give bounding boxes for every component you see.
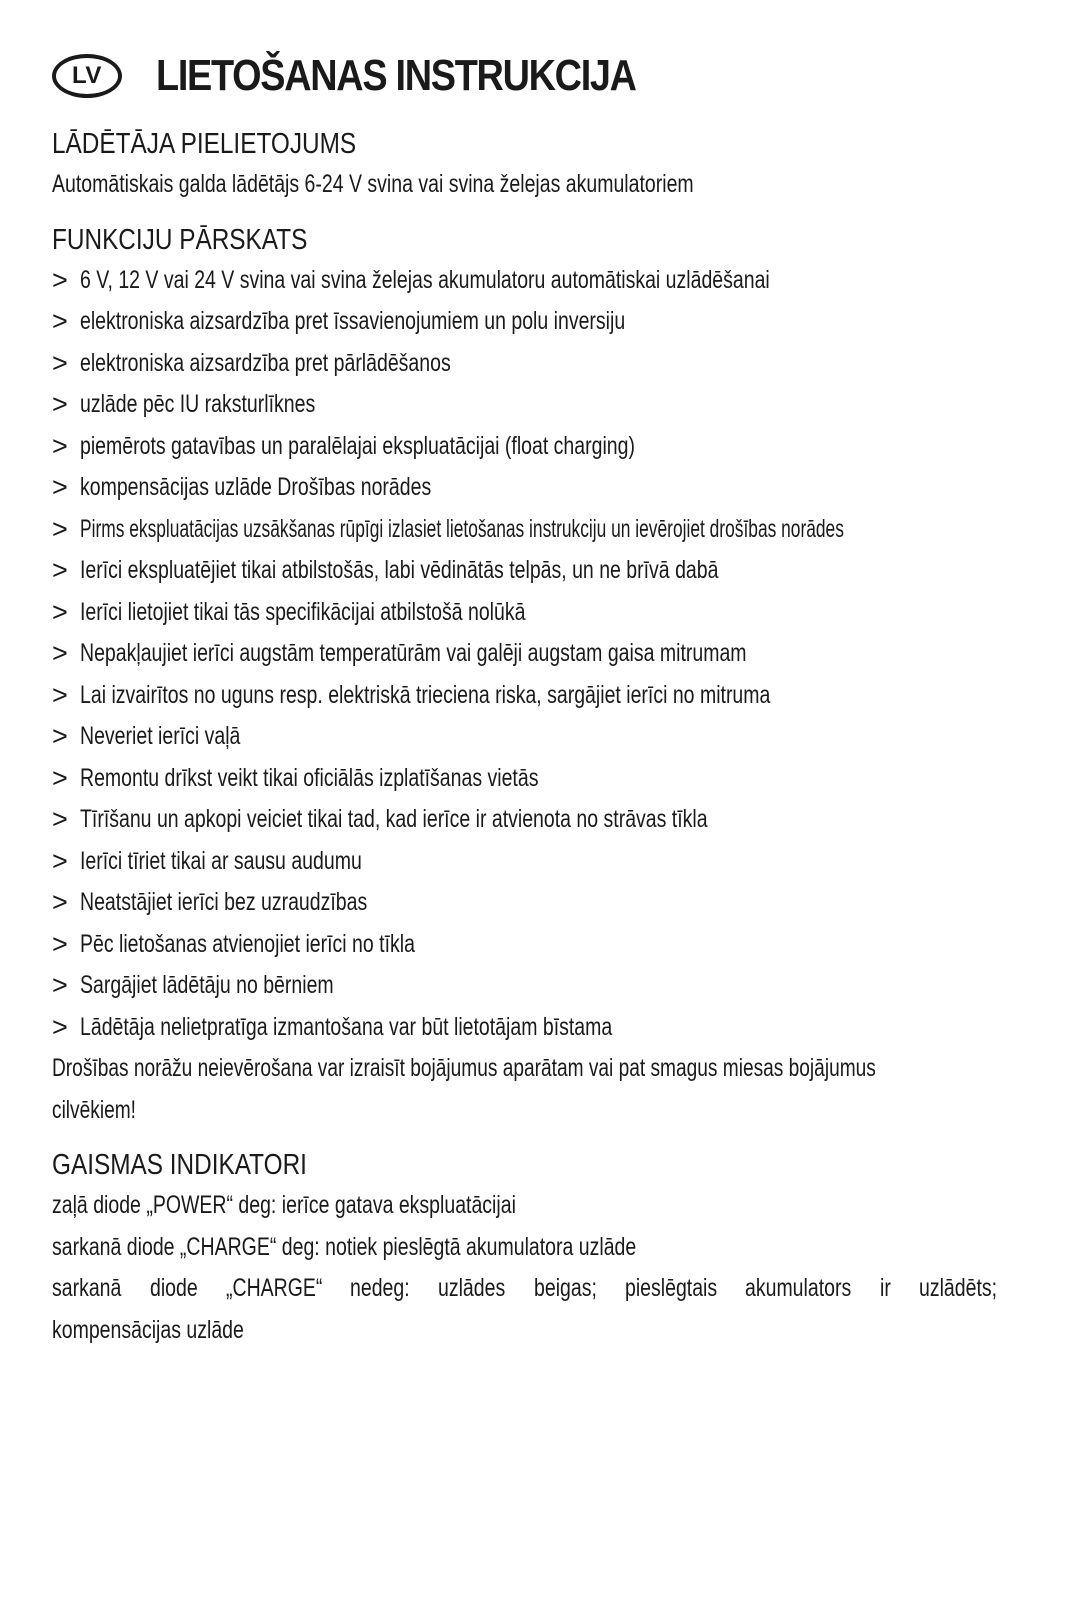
list-item-text: Lādētāja nelietpratīga izmantošana var būt lietotājam bīstama: [80, 1012, 613, 1041]
bullet-marker: >: [52, 1011, 68, 1042]
list-item: [52, 758, 997, 800]
bullet-marker: >: [52, 306, 68, 336]
usage-heading: LĀDĒTĀJA PIELIETOJUMS: [52, 128, 357, 160]
list-item-text: Nepakļaujiet ierīci augstām temperatūrām vai galēji augstam gaisa mitrumam: [80, 639, 747, 667]
list-item: [52, 592, 997, 634]
language-badge: LV: [52, 54, 122, 98]
bullet-marker: >: [52, 596, 68, 627]
list-item: [52, 633, 997, 675]
indicator-charge-off-continued: kompensācijas uzlāde: [52, 1315, 244, 1344]
list-item: [52, 841, 997, 883]
list-item: [52, 675, 997, 717]
bullet-marker: >: [52, 887, 68, 917]
features-section: [52, 220, 997, 1132]
list-item-text: Ierīci tīriet tikai ar sausu audumu: [80, 846, 362, 875]
indicator-word: pieslēgtais: [624, 1274, 718, 1302]
list-item-text: Neatstājiet ierīci bez uzraudzības: [80, 888, 368, 916]
indicators-heading: GAISMAS INDIKATORI: [52, 1149, 307, 1181]
bullet-marker: >: [52, 804, 68, 834]
list-item-text: Neveriet ierīci vaļā: [80, 722, 241, 750]
safety-warning-line-2: cilvēkiem!: [52, 1095, 136, 1124]
bullet-marker: >: [52, 762, 68, 793]
list-item: [52, 716, 997, 758]
bullet-marker: >: [52, 721, 68, 751]
bullet-marker: >: [52, 638, 68, 668]
indicator-word: sarkanā: [52, 1274, 122, 1302]
list-item: [52, 426, 997, 468]
indicators-section: [52, 1145, 997, 1351]
safety-warning-line-1: Drošības norāžu neievērošana var izraisīt bojājumus aparātam vai pat smagus miesas bojājumus: [52, 1054, 876, 1082]
features-list: [52, 260, 997, 1049]
bullet-marker: >: [52, 970, 68, 1000]
list-item-text: Tīrīšanu un apkopi veiciet tikai tad, kad ierīce ir atvienota no strāvas tīkla: [80, 805, 708, 833]
list-item: [52, 467, 997, 509]
bullet-marker: >: [52, 679, 68, 710]
list-item-text: piemērots gatavības un paralēlajai ekspluatācijai (float charging): [80, 431, 635, 460]
list-item-text: 6 V, 12 V vai 24 V svina vai svina želejas akumulatoru automātiskai uzlādēšanai: [80, 265, 770, 294]
indicator-power: zaļā diode „POWER“ deg: ierīce gatava ekspluatācijai: [52, 1191, 516, 1219]
indicator-word: „CHARGE“: [225, 1274, 323, 1302]
bullet-marker: >: [52, 555, 68, 585]
list-item: [52, 301, 997, 343]
indicator-word: uzlādēts;: [918, 1274, 997, 1302]
instruction-page: [52, 40, 997, 1365]
list-item: [52, 799, 997, 841]
list-item-text: Sargājiet lādētāju no bērniem: [80, 971, 334, 999]
list-item-text: elektroniska aizsardzība pret īssavienojumiem un polu inversiju: [80, 307, 626, 335]
page-title: LIETOŠANAS INSTRUKCIJA: [156, 51, 636, 100]
list-item: [52, 260, 997, 302]
bullet-marker: >: [52, 472, 68, 502]
list-item-text: elektroniska aizsardzība pret pārlādēšanos: [80, 348, 451, 377]
usage-text: Automātiskais galda lādētājs 6-24 V svina vai svina želejas akumulatoriem: [52, 170, 694, 198]
bullet-marker: >: [52, 389, 68, 419]
list-item-text: kompensācijas uzlāde Drošības norādes: [80, 473, 432, 501]
indicator-word: diode: [149, 1274, 198, 1302]
indicator-word: akumulators: [745, 1274, 852, 1302]
features-heading: FUNKCIJU PĀRSKATS: [52, 223, 308, 256]
list-item-text: Remontu drīkst veikt tikai oficiālās izplatīšanas vietās: [80, 763, 539, 792]
indicator-word: nedeg:: [350, 1274, 410, 1302]
indicator-word: beigas;: [533, 1274, 597, 1302]
page-header: [52, 40, 997, 112]
list-item-text: Pēc lietošanas atvienojiet ierīci no tīkla: [80, 929, 415, 958]
list-item-text: uzlāde pēc IU raksturlīknes: [80, 390, 316, 418]
bullet-marker: >: [52, 264, 68, 295]
list-item-text: Lai izvairītos no uguns resp. elektriskā trieciena riska, sargājiet ierīci no mitruma: [80, 680, 771, 709]
list-item: [52, 882, 997, 924]
bullet-marker: >: [52, 430, 68, 461]
list-item-text: Ierīci lietojiet tikai tās specifikācijai atbilstošā nolūkā: [80, 597, 526, 626]
indicator-word: uzlādes: [438, 1274, 506, 1302]
list-item: [52, 924, 997, 966]
list-item-text: Pirms ekspluatācijas uzsākšanas rūpīgi izlasiet lietošanas instrukciju un ievērojiet drošības norādes: [80, 514, 844, 543]
list-item-text: Ierīci ekspluatējiet tikai atbilstošās, labi vēdinātās telpās, un ne brīvā dabā: [80, 556, 719, 584]
indicator-word: ir: [879, 1274, 891, 1302]
list-item: [52, 343, 997, 385]
list-item: [52, 1007, 997, 1049]
bullet-marker: >: [52, 347, 68, 378]
bullet-marker: >: [52, 928, 68, 959]
safety-warning: [52, 1048, 997, 1131]
bullet-marker: >: [52, 845, 68, 876]
list-item: [52, 550, 997, 592]
list-item: [52, 965, 997, 1007]
usage-section: [52, 124, 997, 206]
list-item: [52, 384, 997, 426]
bullet-marker: >: [52, 513, 68, 544]
list-item: [52, 509, 997, 551]
indicator-charge-on: sarkanā diode „CHARGE“ deg: notiek pieslēgtā akumulatora uzlāde: [52, 1232, 637, 1261]
indicator-charge-off: [52, 1268, 997, 1310]
